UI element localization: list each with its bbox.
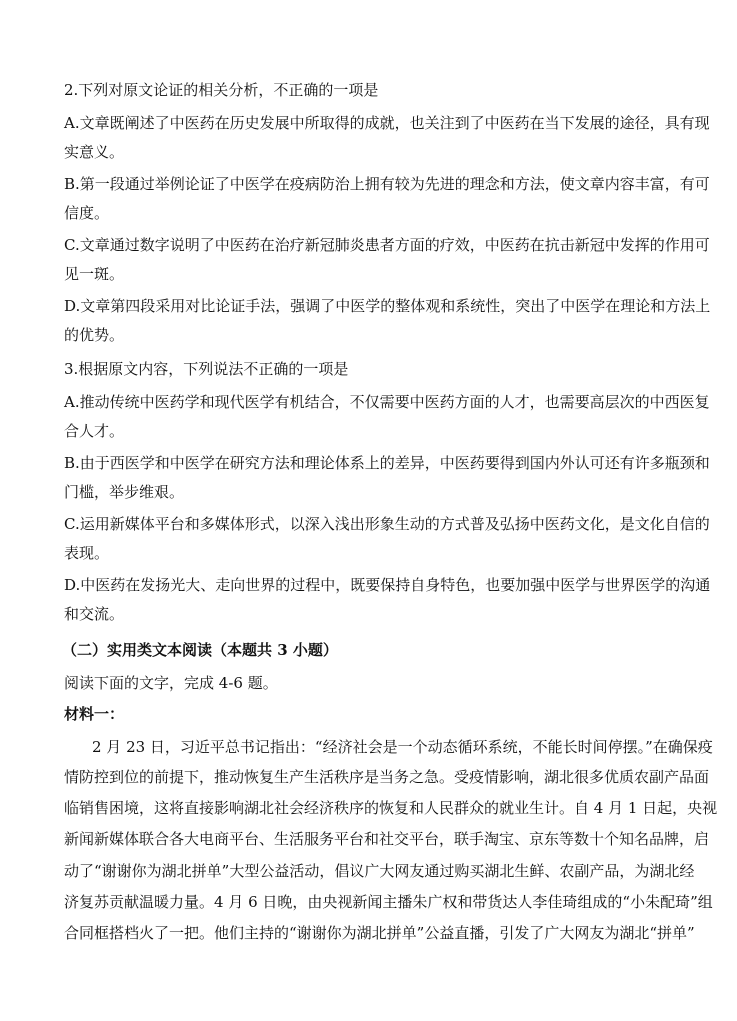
paragraph-line-2: 情防控到位的前提下，推动恢复生产生活秩序是当务之急。受疫情影响，湖北很多优质农副产品面 [64, 768, 710, 786]
q3-option-b-line-2: 门槛，举步维艰。 [64, 483, 185, 501]
paragraph-line-7: 合同框搭档火了一把。他们主持的“谢谢你为湖北拼单”公益直播，引发了广大网友为湖北“拼单” [64, 924, 695, 942]
q3-option-d-line-2: 和交流。 [64, 605, 125, 623]
question-2-stem: 2.下列对原文论证的相关分析，不正确的一项是 [64, 81, 379, 99]
q3-option-c-line-1: C.运用新媒体平台和多媒体形式，以深入浅出形象生动的方式普及弘扬中医药文化，是文化自信的 [64, 515, 710, 533]
q3-option-c-line-2: 表现。 [64, 544, 110, 562]
q3-option-a-line-1: A.推动传统中医药学和现代医学有机结合，不仅需要中医药方面的人才，也需要高层次的中西医复 [64, 393, 710, 411]
paragraph-line-3: 临销售困境，这将直接影响湖北社会经济秩序的恢复和人民群众的就业生计。自 4 月 1 日起，央视 [64, 799, 718, 817]
q2-option-a-line-2: 实意义。 [64, 143, 125, 161]
q3-option-b-line-1: B.由于西医学和中医学在研究方法和理论体系上的差异，中医药要得到国内外认可还有许多瓶颈和 [64, 454, 710, 472]
paragraph-line-1: 2 月 23 日，习近平总书记指出：“经济社会是一个动态循环系统，不能长时间停摆。”在确保疫 [92, 738, 713, 756]
question-3-stem: 3.根据原文内容，下列说法不正确的一项是 [64, 360, 349, 378]
material-label: 材料一： [64, 705, 125, 723]
q2-option-c-line-2: 见一斑。 [64, 265, 125, 283]
paragraph-line-6: 济复苏贡献温暖力量。4 月 6 日晚，由央视新闻主播朱广权和带货达人李佳琦组成的“小朱配琦”组 [64, 893, 713, 911]
paragraph-line-4: 新闻新媒体联合各大电商平台、生活服务平台和社交平台，联手淘宝、京东等数十个知名品牌，启 [64, 830, 710, 848]
q3-option-d-line-1: D.中医药在发扬光大、走向世界的过程中，既要保持自身特色，也要加强中医学与世界医学的沟通 [64, 576, 711, 594]
q2-option-a-line-1: A.文章既阐述了中医药在历史发展中所取得的成就，也关注到了中医药在当下发展的途径，具有现 [64, 114, 710, 132]
q2-option-d-line-1: D.文章第四段采用对比论证手法，强调了中医学的整体观和系统性，突出了中医学在理论和方法上 [64, 297, 711, 315]
q2-option-b-line-2: 信度。 [64, 204, 110, 222]
q2-option-b-line-1: B.第一段通过举例论证了中医学在疫病防治上拥有较为先进的理念和方法，使文章内容丰富，有可 [64, 175, 710, 193]
q3-option-a-line-2: 合人才。 [64, 422, 125, 440]
q2-option-d-line-2: 的优势。 [64, 326, 125, 344]
section-heading: （二）实用类文本阅读（本题共 3 小题） [62, 641, 338, 659]
paragraph-line-5: 动了“谢谢你为湖北拼单”大型公益活动，倡议广大网友通过购买湖北生鲜、农副产品，为湖北经 [64, 862, 695, 880]
section-instruction: 阅读下面的文字，完成 4-6 题。 [64, 674, 278, 692]
q2-option-c-line-1: C.文章通过数字说明了中医药在治疗新冠肺炎患者方面的疗效，中医药在抗击新冠中发挥的作用可 [64, 236, 710, 254]
